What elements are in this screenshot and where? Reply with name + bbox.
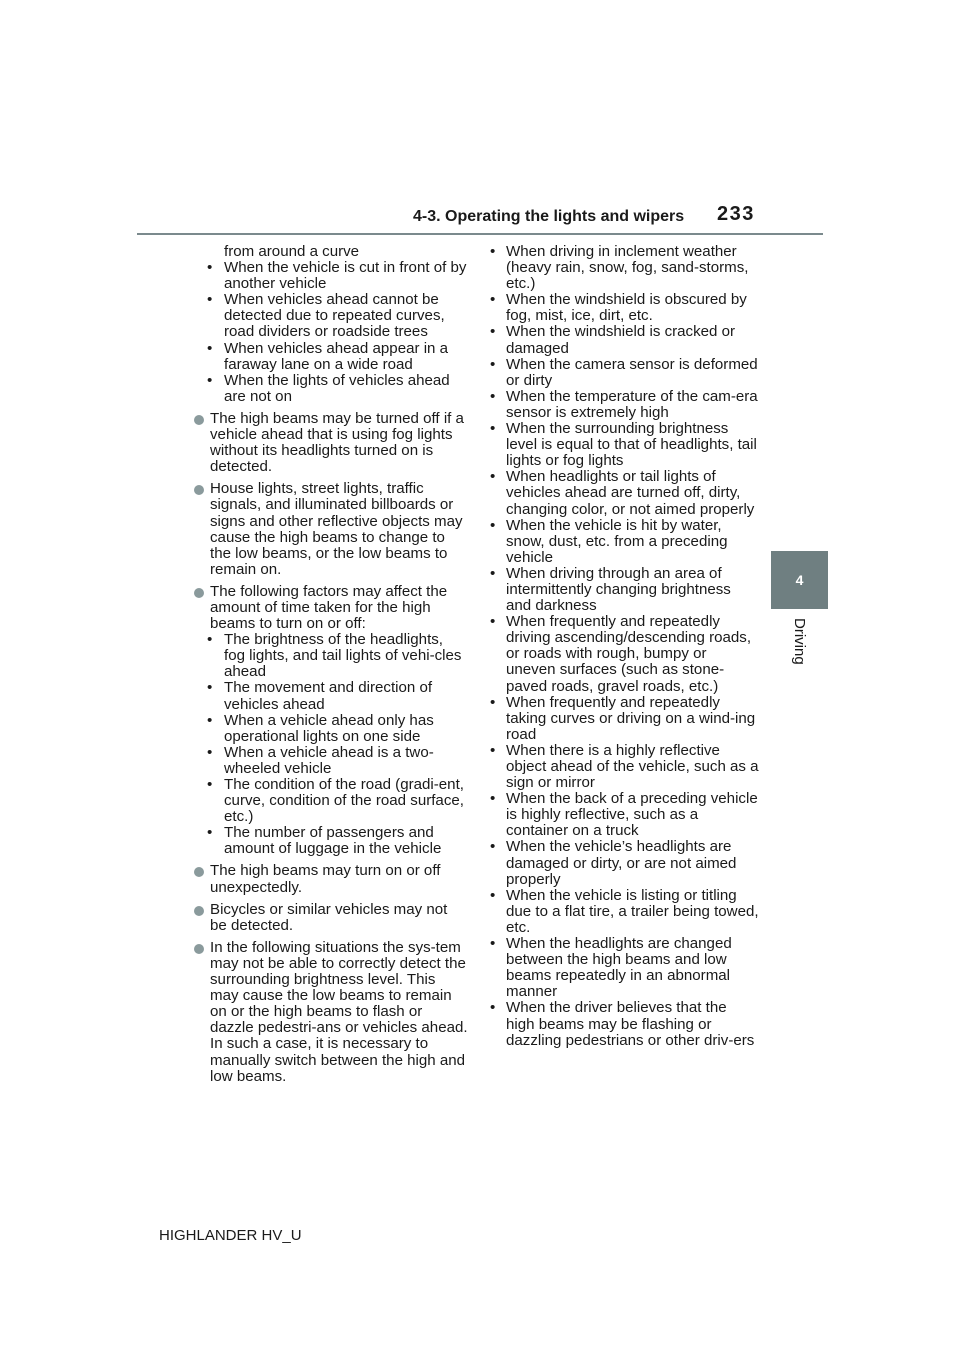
section-title: 4-3. Operating the lights and wipers	[413, 208, 685, 225]
list-item: • When the temperature of the cam-era sensor is extremely high	[490, 387, 758, 421]
list-item: • The number of passengers and amount of luggage in the vehicle	[207, 824, 442, 858]
continuation-text: from around a curve	[224, 243, 360, 260]
note-item: The following factors may affect the amount of time taken for the high beams to turn on or off:	[194, 584, 468, 632]
list-item: • When vehicles ahead appear in a faraway lane on a wide road	[207, 339, 449, 373]
list-item: • When driving through an area of intermittently changing brightness and darkness	[490, 564, 731, 615]
header-divider	[137, 233, 823, 235]
list-item: • The brightness of the headlights, fog lights, and tail lights of vehi-cles ahead	[207, 631, 462, 681]
note-item: The high beams may be turned off if a vehicle ahead that is using fog lights without its headlights turned on is detected.	[194, 411, 468, 475]
bullet-icon	[194, 867, 204, 877]
list-item: • When frequently and repeatedly driving ascending/descending roads, or roads with rough, bumpy or uneven surfaces (such as stone-paved roads, gravel roads, etc.)	[490, 613, 752, 695]
list-item: • When the headlights are changed between the high beams and low beams repeatedly in an abnormal manner	[490, 935, 732, 1001]
list-item: • When there is a highly reflective object ahead of the vehicle, such as a sign or mirror	[490, 741, 759, 792]
list-item: • When frequently and repeatedly taking curves or driving on a wind-ing road	[490, 693, 756, 743]
list-item: • When the windshield is obscured by fog, mist, ice, dirt, etc.	[490, 291, 747, 325]
note-item: Bicycles or similar vehicles may not be detected.	[194, 902, 468, 934]
chapter-label: Driving	[791, 618, 808, 665]
note-item: The high beams may turn on or off unexpectedly.	[194, 863, 468, 895]
bullet-icon	[194, 944, 204, 954]
bullet-icon	[194, 415, 204, 425]
list-item: • When headlights or tail lights of vehicles ahead are turned off, dirty, changing color, or not aimed properly	[490, 468, 755, 518]
bullet-icon	[194, 906, 204, 916]
list-item: • When the windshield is cracked or damaged	[490, 323, 736, 357]
footer-model: HIGHLANDER HV_U	[159, 1227, 302, 1244]
chapter-tab[interactable]	[771, 551, 828, 609]
list-item: • The movement and direction of vehicles ahead	[207, 679, 433, 713]
list-item: • When a vehicle ahead is a two-wheeled vehicle	[207, 743, 434, 777]
list-item: • When the camera sensor is deformed or dirty	[490, 355, 758, 389]
list-item: • When the back of a preceding vehicle is highly reflective, such as a container on a truck	[490, 790, 758, 840]
list-item: • When a vehicle ahead only has operational lights on one side	[207, 711, 434, 745]
list-item: • When vehicles ahead cannot be detected due to repeated curves, road dividers or roadside trees	[207, 291, 445, 341]
list-item: • When the vehicle’s headlights are damaged or dirty, or are not aimed properly	[490, 838, 737, 888]
page-number: 233	[717, 203, 755, 225]
list-item: • When the vehicle is hit by water, snow, dust, etc. from a preceding vehicle	[490, 516, 728, 566]
list-item: • When the driver believes that the high beams may be flashing or dazzling pedestrians or other driv-ers	[490, 999, 755, 1049]
left-column	[194, 244, 468, 1085]
note-item: House lights, street lights, traffic signals, and illuminated billboards or signs and other reflective objects may cause the high beams to change to the low beams, or the low beams to remain on.	[194, 481, 468, 578]
list-item: • When the surrounding brightness level is equal to that of headlights, tail lights or fog lights	[490, 420, 757, 470]
list-item: • When the lights of vehicles ahead are not on	[207, 371, 450, 405]
right-column	[484, 244, 759, 1049]
bullet-icon	[194, 588, 204, 598]
chapter-number: 4	[795, 572, 804, 588]
list-item: • The condition of the road (gradi-ent, curve, condition of the road surface, etc.)	[207, 776, 464, 826]
bullet-icon	[194, 485, 204, 495]
note-item: In the following situations the sys-tem may not be able to correctly detect the surrounding brightness level. This may cause the low beams to remain on or the high beams to flash or dazzle pedestri-ans or vehicles ahead. In such a case, it is necessary to manually switch between the high and low beams.	[194, 940, 468, 1085]
list-item: • When the vehicle is cut in front of by another vehicle	[207, 259, 467, 293]
list-item: • When the vehicle is listing or titling due to a flat tire, a trailer being towed, etc.	[490, 886, 759, 936]
list-item: • When driving in inclement weather (heavy rain, snow, fog, sand-storms, etc.)	[490, 243, 749, 293]
